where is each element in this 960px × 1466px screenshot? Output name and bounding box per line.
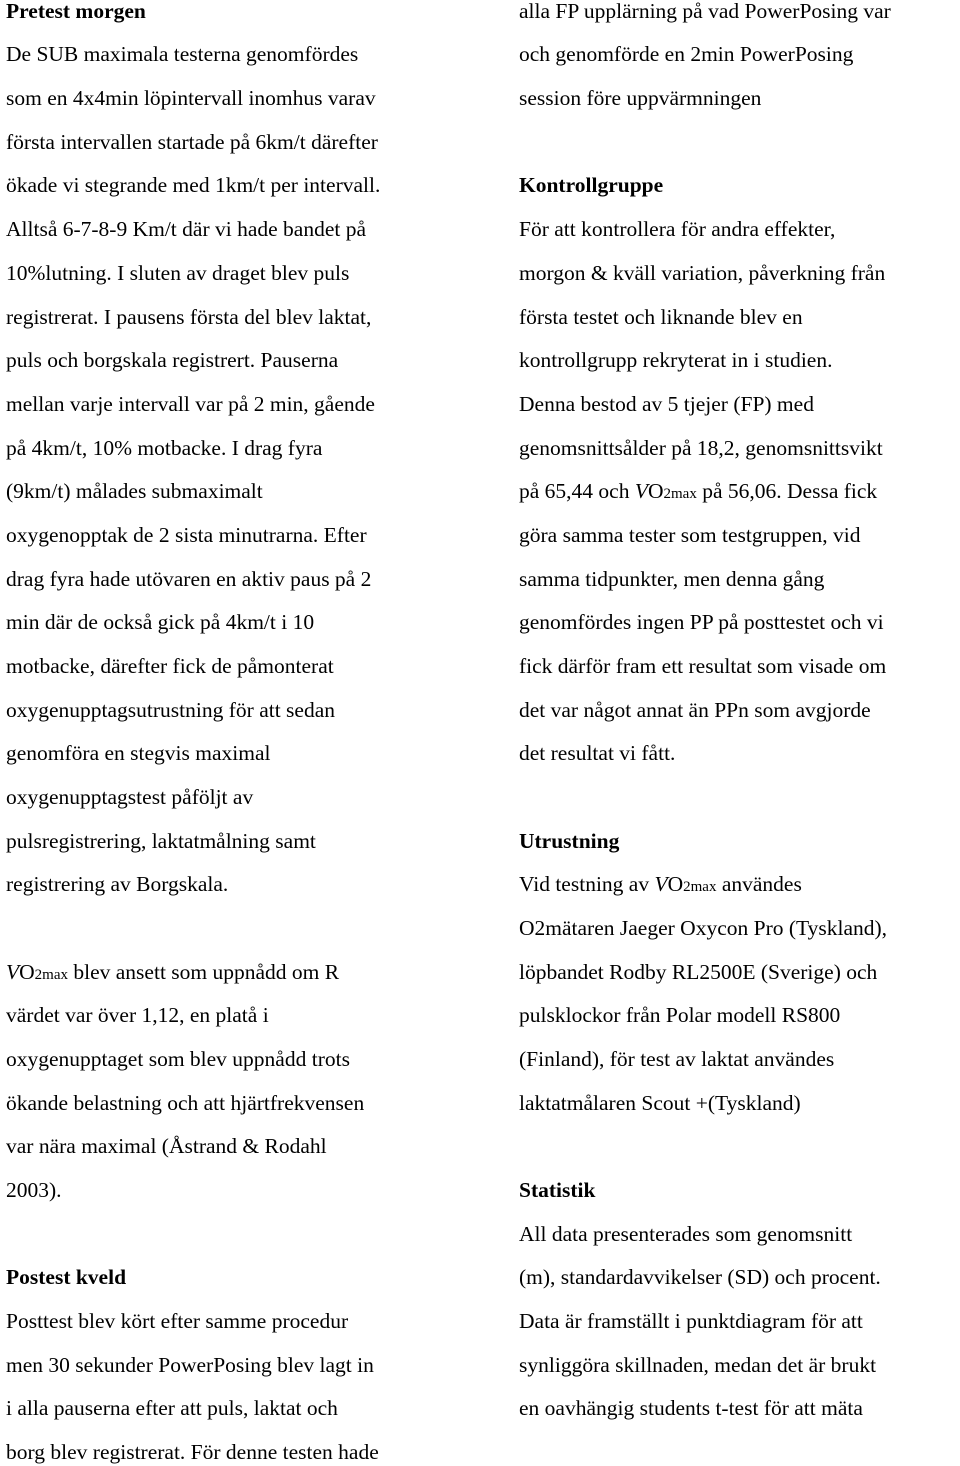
paragraph-line: i alla pauserna efter att puls, laktat och	[6, 1396, 338, 1420]
paragraph-line: borg blev registrerat. För denne testen hade	[6, 1440, 379, 1464]
paragraph-line: värdet var över 1,12, en platå i	[6, 1003, 269, 1027]
paragraph-line: och genomförde en 2min PowerPosing	[519, 42, 854, 66]
paragraph-line: göra samma tester som testgruppen, vid	[519, 523, 861, 547]
paragraph-line: löpbandet Rodby RL2500E (Sverige) och	[519, 960, 878, 984]
paragraph-line: (9km/t) målades submaximalt	[6, 479, 263, 503]
paragraph-line: session före uppvärmningen	[519, 86, 762, 110]
vo2-symbol-o: O	[667, 872, 684, 896]
paragraph-line: en oavhängig students t-test för att mäta	[519, 1396, 863, 1420]
pretest-heading: Pretest morgen	[6, 0, 146, 23]
paragraph-line: fick därför fram ett resultat som visade om	[519, 654, 887, 678]
paragraph-line: pulsklockor från Polar modell RS800	[519, 1003, 841, 1027]
paragraph-line: Data är framställt i punktdiagram för att	[519, 1309, 863, 1333]
paragraph-line: synliggöra skillnaden, medan det är brukt	[519, 1353, 877, 1377]
vo2max-line-text-after: på 56,06. Dessa fick	[696, 479, 878, 503]
utrustning-heading: Utrustning	[519, 829, 620, 853]
paragraph-line: För att kontrollera för andra effekter,	[519, 217, 836, 241]
vo2max-definition-line	[6, 959, 339, 985]
paragraph-line: min där de också gick på 4km/t i 10	[6, 610, 315, 634]
statistik-heading: Statistik	[519, 1178, 596, 1202]
paragraph-line: det resultat vi fått.	[519, 741, 676, 765]
posttest-heading: Postest kveld	[6, 1265, 127, 1289]
paragraph-line: genomsnittsålder på 18,2, genomsnittsvikt	[519, 436, 883, 460]
paragraph-line: mellan varje intervall var på 2 min, gående	[6, 392, 375, 416]
equipment-vo2-line	[519, 871, 802, 897]
paragraph-line: första intervallen startade på 6km/t därefter	[6, 130, 378, 154]
paragraph-line: pulsregistrering, laktatmålning samt	[6, 829, 316, 853]
vo2-symbol-o: O	[19, 960, 35, 984]
paragraph-line: genomfördes ingen PP på posttestet och vi	[519, 610, 884, 634]
paragraph-line: oxygenupptagsutrustning för att sedan	[6, 698, 336, 722]
equipment-line-text-after: användes	[716, 872, 802, 896]
paragraph-line: 10%lutning. I sluten av draget blev puls	[6, 261, 350, 285]
paragraph-line: första testet och liknande blev en	[519, 305, 803, 329]
paragraph-line: som en 4x4min löpintervall inomhus varav	[6, 86, 376, 110]
paragraph-line: drag fyra hade utövaren en aktiv paus på 2	[6, 567, 372, 591]
paragraph-line: ökande belastning och att hjärtfrekvensen	[6, 1091, 365, 1115]
paragraph-line: puls och borgskala registrert. Pauserna	[6, 348, 339, 372]
equipment-line-text-before: Vid testning av	[519, 872, 655, 896]
paragraph-line: registrerat. I pausens första del blev laktat,	[6, 305, 372, 329]
paragraph-line: oxygenupptaget som blev uppnådd trots	[6, 1047, 350, 1071]
paragraph-line: All data presenterades som genomsnitt	[519, 1222, 853, 1246]
paragraph-line: alla FP upplärning på vad PowerPosing var	[519, 0, 891, 23]
kontrollgruppe-heading: Kontrollgruppe	[519, 173, 664, 197]
paragraph-line: var nära maximal (Åstrand & Rodahl	[6, 1134, 327, 1158]
paragraph-line: kontrollgrupp rekryterat in i studien.	[519, 348, 833, 372]
paragraph-line: laktatmålaren Scout +(Tyskland)	[519, 1091, 801, 1115]
vo2-symbol-o: O	[647, 479, 664, 503]
vo2max-definition-text: blev ansett som uppnådd om R	[68, 960, 340, 984]
vo2-symbol-v: V	[6, 960, 20, 984]
paragraph-line: morgon & kväll variation, påverkning från	[519, 261, 886, 285]
paragraph-line: oxygenopptak de 2 sista minutrarna. Efter	[6, 523, 367, 547]
vo2max-value-line	[519, 478, 877, 504]
vo2max-line-text-before: på 65,44 och	[519, 479, 635, 503]
paragraph-line: motbacke, därefter fick de påmonterat	[6, 654, 334, 678]
paragraph-line: ökade vi stegrande med 1km/t per intervall.	[6, 173, 381, 197]
vo2-symbol-v: V	[634, 479, 648, 503]
paragraph-line: (m), standardavvikelser (SD) och procent.	[519, 1265, 881, 1289]
paragraph-line: De SUB maximala testerna genomfördes	[6, 42, 359, 66]
paragraph-line: 2003).	[6, 1178, 62, 1202]
vo2-subscript: 2max	[683, 879, 717, 895]
paragraph-line: (Finland), för test av laktat användes	[519, 1047, 835, 1071]
paragraph-line: O2mätaren Jaeger Oxycon Pro (Tyskland),	[519, 916, 888, 940]
paragraph-line: genomföra en stegvis maximal	[6, 741, 271, 765]
paragraph-line: på 4km/t, 10% motbacke. I drag fyra	[6, 436, 323, 460]
vo2-subscript: 2max	[663, 486, 697, 502]
vo2-subscript: 2max	[34, 967, 68, 983]
vo2-symbol-v: V	[654, 872, 668, 896]
paragraph-line: samma tidpunkter, men denna gång	[519, 567, 825, 591]
paragraph-line: Alltså 6-7-8-9 Km/t där vi hade bandet på	[6, 217, 367, 241]
paragraph-line: men 30 sekunder PowerPosing blev lagt in	[6, 1353, 374, 1377]
paragraph-line: Posttest blev kört efter samme procedur	[6, 1309, 349, 1333]
paragraph-line: det var något annat än PPn som avgjorde	[519, 698, 871, 722]
paragraph-line: registrering av Borgskala.	[6, 872, 229, 896]
paragraph-line: oxygenupptagstest påföljt av	[6, 785, 254, 809]
paragraph-line: Denna bestod av 5 tjejer (FP) med	[519, 392, 814, 416]
